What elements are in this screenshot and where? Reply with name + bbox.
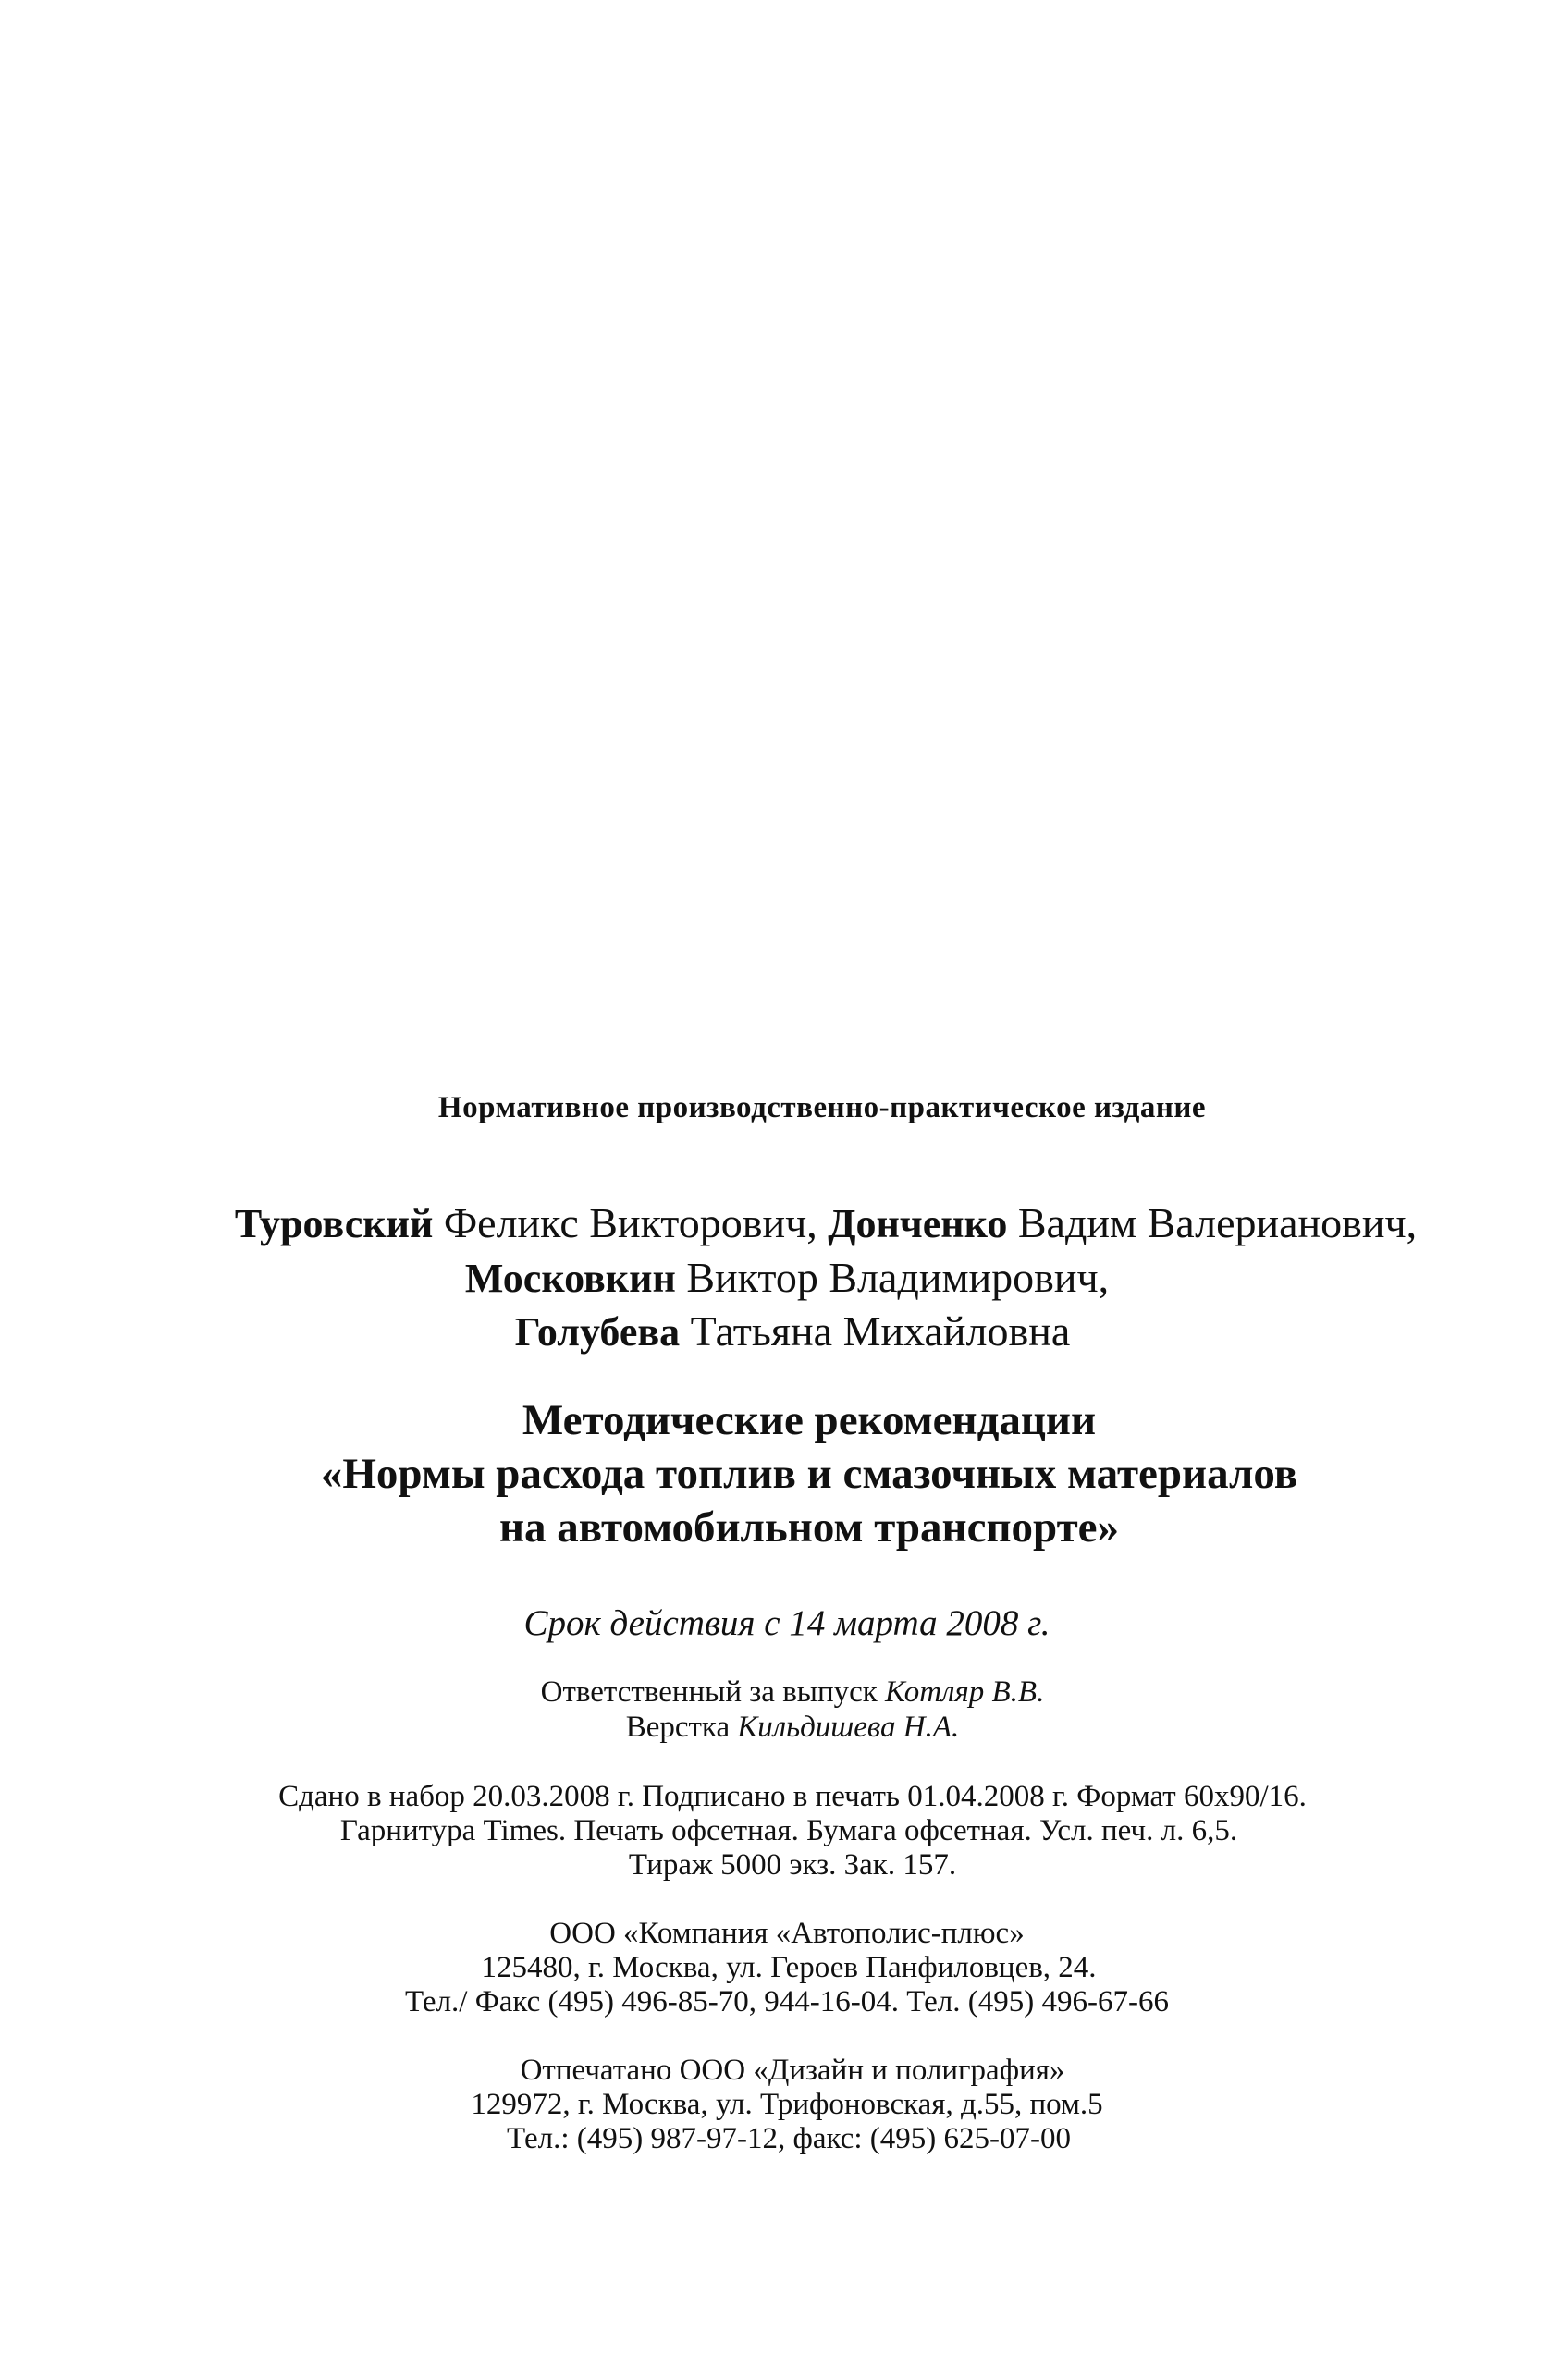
- author-name-golubeva: Татьяна Михайловна: [690, 1307, 1071, 1355]
- printer-name: Отпечатано ООО «Дизайн и полиграфия»: [520, 2054, 1065, 2087]
- author-name-moskovkin: Виктор Владимирович,: [686, 1254, 1110, 1301]
- responsible-editor-line: [18, 1675, 1548, 1710]
- print-dates-format: Сдано в набор 20.03.2008 г. Подписано в печать 01.04.2008 г. Формат 60х90/16.: [278, 1780, 1307, 1813]
- author-surname-golubeva: Голубева: [514, 1309, 681, 1355]
- document-title-line-1: Методические рекомендации: [522, 1396, 1097, 1444]
- authors-line-3: [18, 1307, 1548, 1356]
- author-surname-donchenko: Донченко: [828, 1201, 1008, 1246]
- responsible-label: Ответственный за выпуск: [540, 1675, 878, 1709]
- document-title-line-3: на автомобильном транспорте»: [498, 1503, 1120, 1552]
- layout-label: Верстка: [625, 1711, 731, 1744]
- authors-line-1: [52, 1198, 1548, 1247]
- publisher-name: ООО «Компания «Автополис-плюс»: [549, 1917, 1025, 1950]
- author-surname-moskovkin: Московкин: [464, 1256, 676, 1301]
- edition-type: Нормативное производственно-практическое издание: [437, 1091, 1207, 1124]
- publisher-phones: Тел./ Факс (495) 496-85-70, 944-16-04. Тел. (495) 496-67-66: [405, 1985, 1169, 2018]
- authors-line-2: [13, 1253, 1548, 1302]
- layout-editor-line: [18, 1711, 1548, 1745]
- author-surname-turovsky: Туровский: [234, 1201, 434, 1246]
- layout-name: Кильдишева Н.А.: [737, 1711, 960, 1744]
- typeface-paper-info: Гарнитура Times. Печать офсетная. Бумага офсетная. Усл. печ. л. 6,5.: [339, 1814, 1238, 1847]
- printer-address: 129972, г. Москва, ул. Трифоновская, д.55, пом.5: [471, 2088, 1103, 2121]
- validity-period: Срок действия с 14 марта 2008 г.: [523, 1603, 1050, 1643]
- print-run-info: Тираж 5000 экз. Зак. 157.: [628, 1848, 957, 1882]
- publisher-address: 125480, г. Москва, ул. Героев Панфиловцев, 24.: [481, 1951, 1097, 1984]
- document-title-line-2: «Нормы расхода топлив и смазочных материалов: [320, 1450, 1298, 1498]
- author-name-turovsky: Феликс Викторович,: [443, 1199, 817, 1246]
- printer-phones: Тел.: (495) 987-97-12, факс: (495) 625-07-00: [507, 2122, 1071, 2155]
- author-name-donchenko: Вадим Валерианович,: [1017, 1199, 1418, 1246]
- responsible-name: Котляр В.В.: [885, 1675, 1045, 1709]
